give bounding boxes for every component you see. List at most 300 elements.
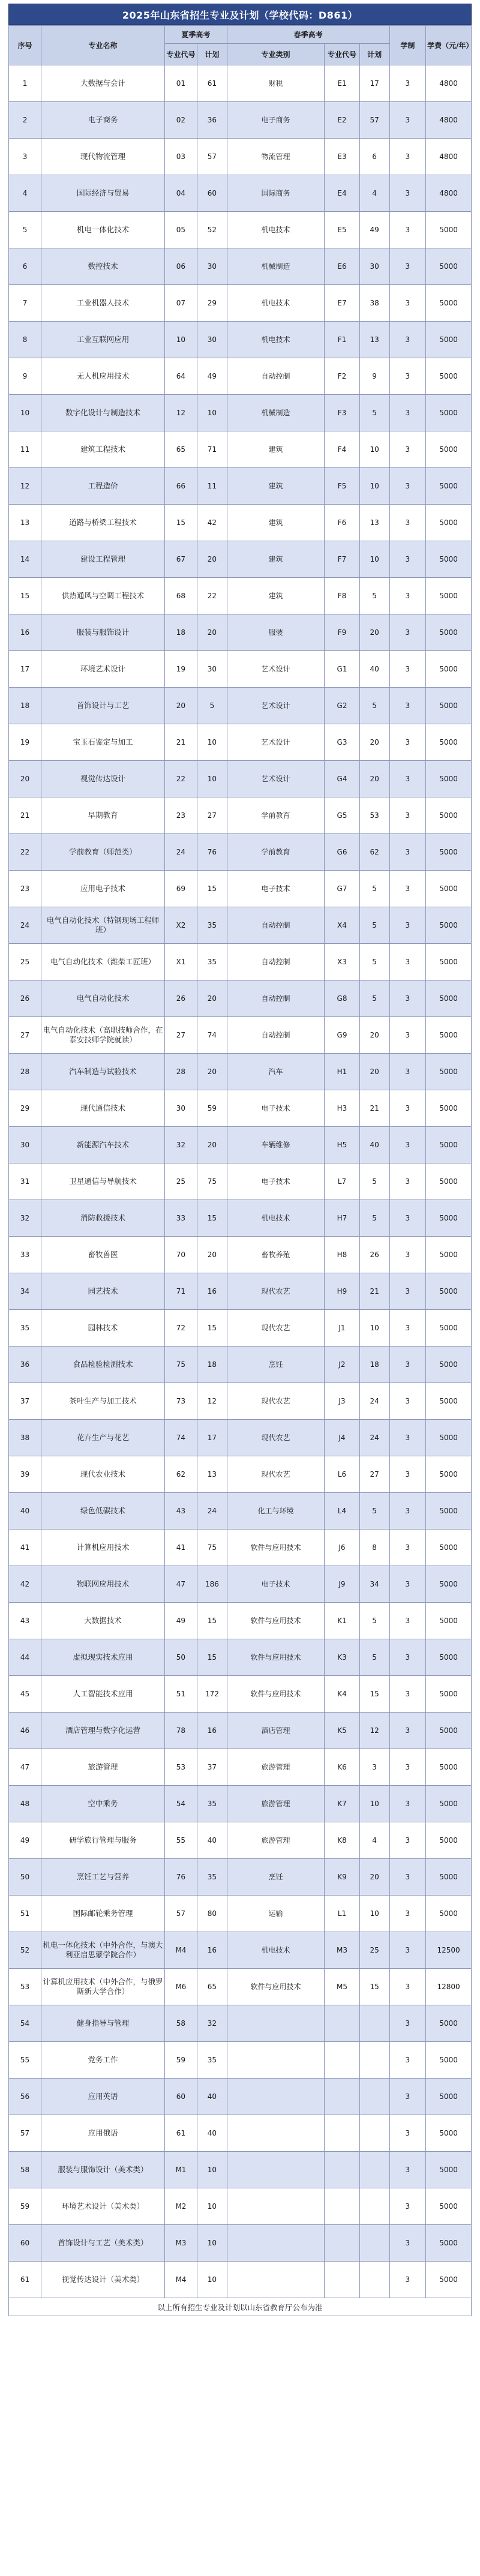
cell-spring-category: 建筑 [227,505,324,541]
cell-summer-code: 47 [164,1566,197,1603]
cell-major: 供热通风与空调工程技术 [41,578,165,614]
header-seq: 序号 [9,26,41,65]
cell-spring-plan: 20 [359,1859,389,1896]
cell-years: 3 [389,431,426,468]
cell-spring-category: 现代农艺 [227,1420,324,1456]
cell-spring-code: K8 [325,1822,359,1859]
cell-spring-category: 建筑 [227,431,324,468]
cell-summer-plan: 35 [197,1859,227,1896]
cell-summer-code: 33 [164,1200,197,1237]
cell-fee: 5000 [426,2005,472,2042]
cell-fee: 4800 [426,65,472,102]
cell-spring-category: 旅游管理 [227,1822,324,1859]
cell-seq: 4 [9,175,41,212]
cell-fee: 5000 [426,1237,472,1273]
header-summer-plan: 计划 [197,44,227,65]
cell-spring-category [227,2225,324,2262]
cell-spring-code: E6 [325,248,359,285]
cell-spring-code: H7 [325,1200,359,1237]
cell-years: 3 [389,1566,426,1603]
cell-summer-code: M3 [164,2225,197,2262]
cell-major: 计算机应用技术 [41,1530,165,1566]
cell-spring-plan: 5 [359,1163,389,1200]
cell-spring-category: 现代农艺 [227,1273,324,1310]
cell-spring-plan: 21 [359,1273,389,1310]
table-row [9,1493,472,1530]
cell-spring-code: L4 [325,1493,359,1530]
cell-fee: 5000 [426,1017,472,1054]
cell-years: 3 [389,2005,426,2042]
cell-summer-plan: 59 [197,1090,227,1127]
cell-spring-category: 软件与应用技术 [227,1676,324,1713]
table-row [9,358,472,395]
cell-major: 党务工作 [41,2042,165,2079]
cell-spring-category: 学前教育 [227,834,324,871]
cell-years: 3 [389,1310,426,1347]
cell-seq: 59 [9,2188,41,2225]
cell-spring-code: X3 [325,944,359,980]
table-row [9,2188,472,2225]
cell-fee: 5000 [426,1639,472,1676]
cell-major: 电气自动化技术（高职技师合作，在泰安技师学院就读） [41,1017,165,1054]
cell-spring-code: E2 [325,102,359,139]
cell-summer-plan: 5 [197,688,227,724]
cell-spring-category: 机电技术 [227,285,324,322]
cell-summer-plan: 32 [197,2005,227,2042]
cell-seq: 15 [9,578,41,614]
table-row [9,1237,472,1273]
cell-summer-code: 62 [164,1456,197,1493]
cell-seq: 61 [9,2262,41,2298]
cell-seq: 8 [9,322,41,358]
cell-spring-plan: 5 [359,1200,389,1237]
cell-spring-plan: 62 [359,834,389,871]
table-row [9,1200,472,1237]
cell-spring-code: K3 [325,1639,359,1676]
cell-spring-plan: 5 [359,1603,389,1639]
table-row [9,1822,472,1859]
cell-major: 物联网应用技术 [41,1566,165,1603]
cell-spring-category: 物流管理 [227,139,324,175]
table-row [9,1090,472,1127]
cell-years: 3 [389,2042,426,2079]
cell-spring-code: L7 [325,1163,359,1200]
cell-spring-code: H3 [325,1090,359,1127]
cell-summer-code: M6 [164,1969,197,2005]
cell-seq: 5 [9,212,41,248]
cell-summer-plan: 10 [197,395,227,431]
cell-years: 3 [389,102,426,139]
cell-spring-plan: 15 [359,1969,389,2005]
cell-spring-plan: 21 [359,1090,389,1127]
cell-major: 首饰设计与工艺（美术类） [41,2225,165,2262]
cell-spring-category: 艺术设计 [227,688,324,724]
cell-spring-plan [359,2005,389,2042]
cell-seq: 21 [9,797,41,834]
cell-summer-code: 43 [164,1493,197,1530]
header-years: 学制 [389,26,426,65]
cell-spring-plan: 5 [359,395,389,431]
cell-seq: 53 [9,1969,41,2005]
cell-summer-code: 19 [164,651,197,688]
cell-spring-category: 车辆维修 [227,1127,324,1163]
cell-summer-code: 27 [164,1017,197,1054]
cell-summer-code: 30 [164,1090,197,1127]
cell-spring-plan [359,2152,389,2188]
cell-years: 3 [389,2079,426,2115]
cell-summer-plan: 10 [197,2262,227,2298]
cell-years: 3 [389,175,426,212]
cell-seq: 31 [9,1163,41,1200]
cell-years: 3 [389,614,426,651]
cell-summer-code: 67 [164,541,197,578]
cell-years: 3 [389,944,426,980]
cell-seq: 33 [9,1237,41,1273]
cell-summer-plan: 10 [197,761,227,797]
cell-summer-code: M4 [164,2262,197,2298]
cell-spring-category: 建筑 [227,468,324,505]
cell-major: 电气自动化技术（特钢现场工程师班） [41,907,165,944]
cell-seq: 45 [9,1676,41,1713]
cell-summer-code: 68 [164,578,197,614]
cell-seq: 16 [9,614,41,651]
cell-spring-category: 化工与环境 [227,1493,324,1530]
cell-fee: 5000 [426,980,472,1017]
header-spring-code: 专业代号 [325,44,359,65]
cell-spring-category: 现代农艺 [227,1310,324,1347]
table-row [9,578,472,614]
cell-seq: 51 [9,1896,41,1932]
cell-summer-plan: 10 [197,2225,227,2262]
cell-major: 数字化设计与制造技术 [41,395,165,431]
cell-summer-code: 23 [164,797,197,834]
cell-summer-plan: 49 [197,358,227,395]
cell-summer-plan: 20 [197,614,227,651]
table-row [9,2262,472,2298]
table-row [9,212,472,248]
table-row [9,944,472,980]
cell-spring-category: 软件与应用技术 [227,1603,324,1639]
cell-summer-code: 03 [164,139,197,175]
cell-major: 酒店管理与数字化运营 [41,1713,165,1749]
cell-major: 大数据技术 [41,1603,165,1639]
cell-seq: 56 [9,2079,41,2115]
cell-summer-plan: 15 [197,1310,227,1347]
cell-seq: 40 [9,1493,41,1530]
cell-seq: 47 [9,1749,41,1786]
table-row [9,1713,472,1749]
cell-major: 现代物流管理 [41,139,165,175]
cell-years: 3 [389,395,426,431]
cell-summer-plan: 10 [197,2152,227,2188]
cell-spring-code [325,2079,359,2115]
cell-spring-category [227,2079,324,2115]
enrollment-sheet [8,4,472,2316]
cell-spring-plan [359,2225,389,2262]
cell-summer-plan: 24 [197,1493,227,1530]
cell-spring-category: 机电技术 [227,1932,324,1969]
cell-years: 3 [389,1017,426,1054]
cell-seq: 30 [9,1127,41,1163]
cell-years: 3 [389,541,426,578]
cell-fee: 5000 [426,797,472,834]
cell-summer-code: 22 [164,761,197,797]
cell-fee: 5000 [426,322,472,358]
cell-summer-code: 26 [164,980,197,1017]
cell-fee: 12500 [426,1932,472,1969]
table-row [9,1127,472,1163]
cell-major: 建设工程管理 [41,541,165,578]
cell-summer-code: 02 [164,102,197,139]
cell-major: 绿色低碳技术 [41,1493,165,1530]
cell-spring-category: 旅游管理 [227,1749,324,1786]
cell-fee: 5000 [426,1383,472,1420]
cell-seq: 50 [9,1859,41,1896]
cell-spring-category: 现代农艺 [227,1456,324,1493]
cell-summer-code: 70 [164,1237,197,1273]
cell-summer-plan: 35 [197,944,227,980]
cell-summer-plan: 11 [197,468,227,505]
cell-spring-code: G1 [325,651,359,688]
cell-seq: 24 [9,907,41,944]
cell-summer-plan: 10 [197,724,227,761]
cell-major: 应用电子技术 [41,871,165,907]
cell-fee: 5000 [426,2225,472,2262]
cell-fee: 5000 [426,1603,472,1639]
cell-fee: 5000 [426,688,472,724]
cell-seq: 43 [9,1603,41,1639]
cell-spring-category: 烹饪 [227,1859,324,1896]
cell-spring-category: 机电技术 [227,1200,324,1237]
cell-summer-code: 53 [164,1749,197,1786]
cell-fee: 5000 [426,651,472,688]
cell-spring-plan: 20 [359,614,389,651]
cell-summer-plan: 42 [197,505,227,541]
cell-spring-plan: 38 [359,285,389,322]
cell-summer-code: 06 [164,248,197,285]
cell-fee: 5000 [426,1786,472,1822]
cell-seq: 35 [9,1310,41,1347]
cell-summer-plan: 40 [197,1822,227,1859]
table-row [9,468,472,505]
cell-spring-plan: 40 [359,1127,389,1163]
cell-spring-code: J3 [325,1383,359,1420]
cell-years: 3 [389,1090,426,1127]
cell-summer-plan: 15 [197,871,227,907]
cell-spring-category [227,2042,324,2079]
cell-spring-code [325,2262,359,2298]
cell-fee: 5000 [426,944,472,980]
cell-years: 3 [389,248,426,285]
cell-spring-plan: 30 [359,248,389,285]
cell-fee: 5000 [426,1310,472,1347]
cell-major: 工程造价 [41,468,165,505]
cell-summer-code: 57 [164,1896,197,1932]
cell-summer-plan: 36 [197,102,227,139]
cell-spring-plan: 40 [359,651,389,688]
cell-major: 机电一体化技术（中外合作，与澳大利亚启思蒙学院合作） [41,1932,165,1969]
cell-spring-category: 学前教育 [227,797,324,834]
cell-fee: 5000 [426,1456,472,1493]
cell-spring-code [325,2042,359,2079]
cell-years: 3 [389,1237,426,1273]
cell-years: 3 [389,871,426,907]
cell-spring-plan: 10 [359,431,389,468]
cell-spring-code: H8 [325,1237,359,1273]
cell-major: 烹饪工艺与营养 [41,1859,165,1896]
cell-spring-code: G8 [325,980,359,1017]
table-row [9,1859,472,1896]
cell-fee: 5000 [426,1530,472,1566]
cell-major: 环境艺术设计 [41,651,165,688]
cell-spring-category: 自动控制 [227,358,324,395]
cell-years: 3 [389,980,426,1017]
cell-spring-category: 艺术设计 [227,651,324,688]
cell-spring-category: 自动控制 [227,907,324,944]
cell-fee: 5000 [426,2042,472,2079]
cell-spring-category: 艺术设计 [227,724,324,761]
cell-seq: 42 [9,1566,41,1603]
cell-spring-category: 电子技术 [227,1566,324,1603]
cell-summer-plan: 40 [197,2079,227,2115]
cell-years: 3 [389,2115,426,2152]
header-spring-exam: 春季高考 [227,26,389,44]
cell-spring-code: J1 [325,1310,359,1347]
cell-seq: 32 [9,1200,41,1237]
cell-spring-plan: 5 [359,907,389,944]
cell-spring-plan: 26 [359,1237,389,1273]
cell-summer-code: 74 [164,1420,197,1456]
cell-spring-category: 现代农艺 [227,1383,324,1420]
cell-summer-plan: 18 [197,1347,227,1383]
cell-spring-category [227,2115,324,2152]
cell-seq: 39 [9,1456,41,1493]
cell-summer-plan: 17 [197,1420,227,1456]
cell-major: 建筑工程技术 [41,431,165,468]
cell-fee: 5000 [426,1749,472,1786]
cell-spring-code [325,2225,359,2262]
cell-seq: 26 [9,980,41,1017]
cell-summer-plan: 12 [197,1383,227,1420]
cell-seq: 41 [9,1530,41,1566]
table-row [9,651,472,688]
cell-summer-plan: 52 [197,212,227,248]
cell-spring-category [227,2152,324,2188]
cell-summer-code: 73 [164,1383,197,1420]
cell-fee: 5000 [426,1347,472,1383]
cell-seq: 54 [9,2005,41,2042]
cell-major: 应用英语 [41,2079,165,2115]
cell-spring-plan: 18 [359,1347,389,1383]
table-row [9,2225,472,2262]
cell-spring-code: F8 [325,578,359,614]
cell-years: 3 [389,285,426,322]
cell-seq: 9 [9,358,41,395]
cell-major: 园林技术 [41,1310,165,1347]
cell-years: 3 [389,1493,426,1530]
cell-fee: 5000 [426,1566,472,1603]
table-row [9,1054,472,1090]
cell-summer-plan: 80 [197,1896,227,1932]
table-row [9,688,472,724]
table-row [9,505,472,541]
cell-spring-plan: 5 [359,688,389,724]
cell-spring-category: 自动控制 [227,944,324,980]
table-row [9,1420,472,1456]
cell-years: 3 [389,1163,426,1200]
cell-spring-category: 机械制造 [227,395,324,431]
cell-fee: 5000 [426,907,472,944]
cell-summer-plan: 15 [197,1603,227,1639]
table-row [9,285,472,322]
cell-summer-code: 55 [164,1822,197,1859]
cell-spring-code: K7 [325,1786,359,1822]
cell-spring-code: K5 [325,1713,359,1749]
cell-fee: 4800 [426,175,472,212]
cell-major: 现代通信技术 [41,1090,165,1127]
cell-years: 3 [389,761,426,797]
table-row [9,1017,472,1054]
cell-spring-code: G2 [325,688,359,724]
cell-major: 工业互联网应用 [41,322,165,358]
cell-spring-code: G9 [325,1017,359,1054]
cell-summer-plan: 60 [197,175,227,212]
cell-spring-category: 电子商务 [227,102,324,139]
footer-note: 以上所有招生专业及计划以山东省教育厅公布为准 [8,2298,472,2316]
cell-summer-code: 51 [164,1676,197,1713]
cell-spring-category: 建筑 [227,541,324,578]
cell-major: 服装与服饰设计（美术类） [41,2152,165,2188]
cell-major: 宝玉石鉴定与加工 [41,724,165,761]
cell-summer-plan: 16 [197,1273,227,1310]
cell-fee: 5000 [426,212,472,248]
cell-years: 3 [389,2262,426,2298]
cell-seq: 60 [9,2225,41,2262]
cell-seq: 58 [9,2152,41,2188]
table-row [9,1896,472,1932]
cell-spring-category: 汽车 [227,1054,324,1090]
cell-summer-code: 04 [164,175,197,212]
cell-summer-code: X2 [164,907,197,944]
cell-spring-plan: 34 [359,1566,389,1603]
cell-fee: 5000 [426,1273,472,1310]
cell-seq: 12 [9,468,41,505]
table-row [9,395,472,431]
cell-spring-code: H5 [325,1127,359,1163]
cell-spring-plan: 17 [359,65,389,102]
cell-spring-category: 烹饪 [227,1347,324,1383]
table-row [9,1310,472,1347]
cell-fee: 5000 [426,2188,472,2225]
cell-summer-plan: 20 [197,1054,227,1090]
cell-fee: 5000 [426,541,472,578]
cell-spring-code [325,2115,359,2152]
cell-years: 3 [389,651,426,688]
cell-spring-plan: 5 [359,1493,389,1530]
cell-summer-plan: 186 [197,1566,227,1603]
cell-seq: 25 [9,944,41,980]
cell-summer-plan: 15 [197,1200,227,1237]
cell-spring-category: 电子技术 [227,1163,324,1200]
cell-fee: 5000 [426,2262,472,2298]
cell-spring-category: 财税 [227,65,324,102]
cell-spring-code: X4 [325,907,359,944]
cell-fee: 5000 [426,358,472,395]
cell-summer-plan: 20 [197,1127,227,1163]
cell-years: 3 [389,2188,426,2225]
cell-years: 3 [389,797,426,834]
cell-seq: 36 [9,1347,41,1383]
